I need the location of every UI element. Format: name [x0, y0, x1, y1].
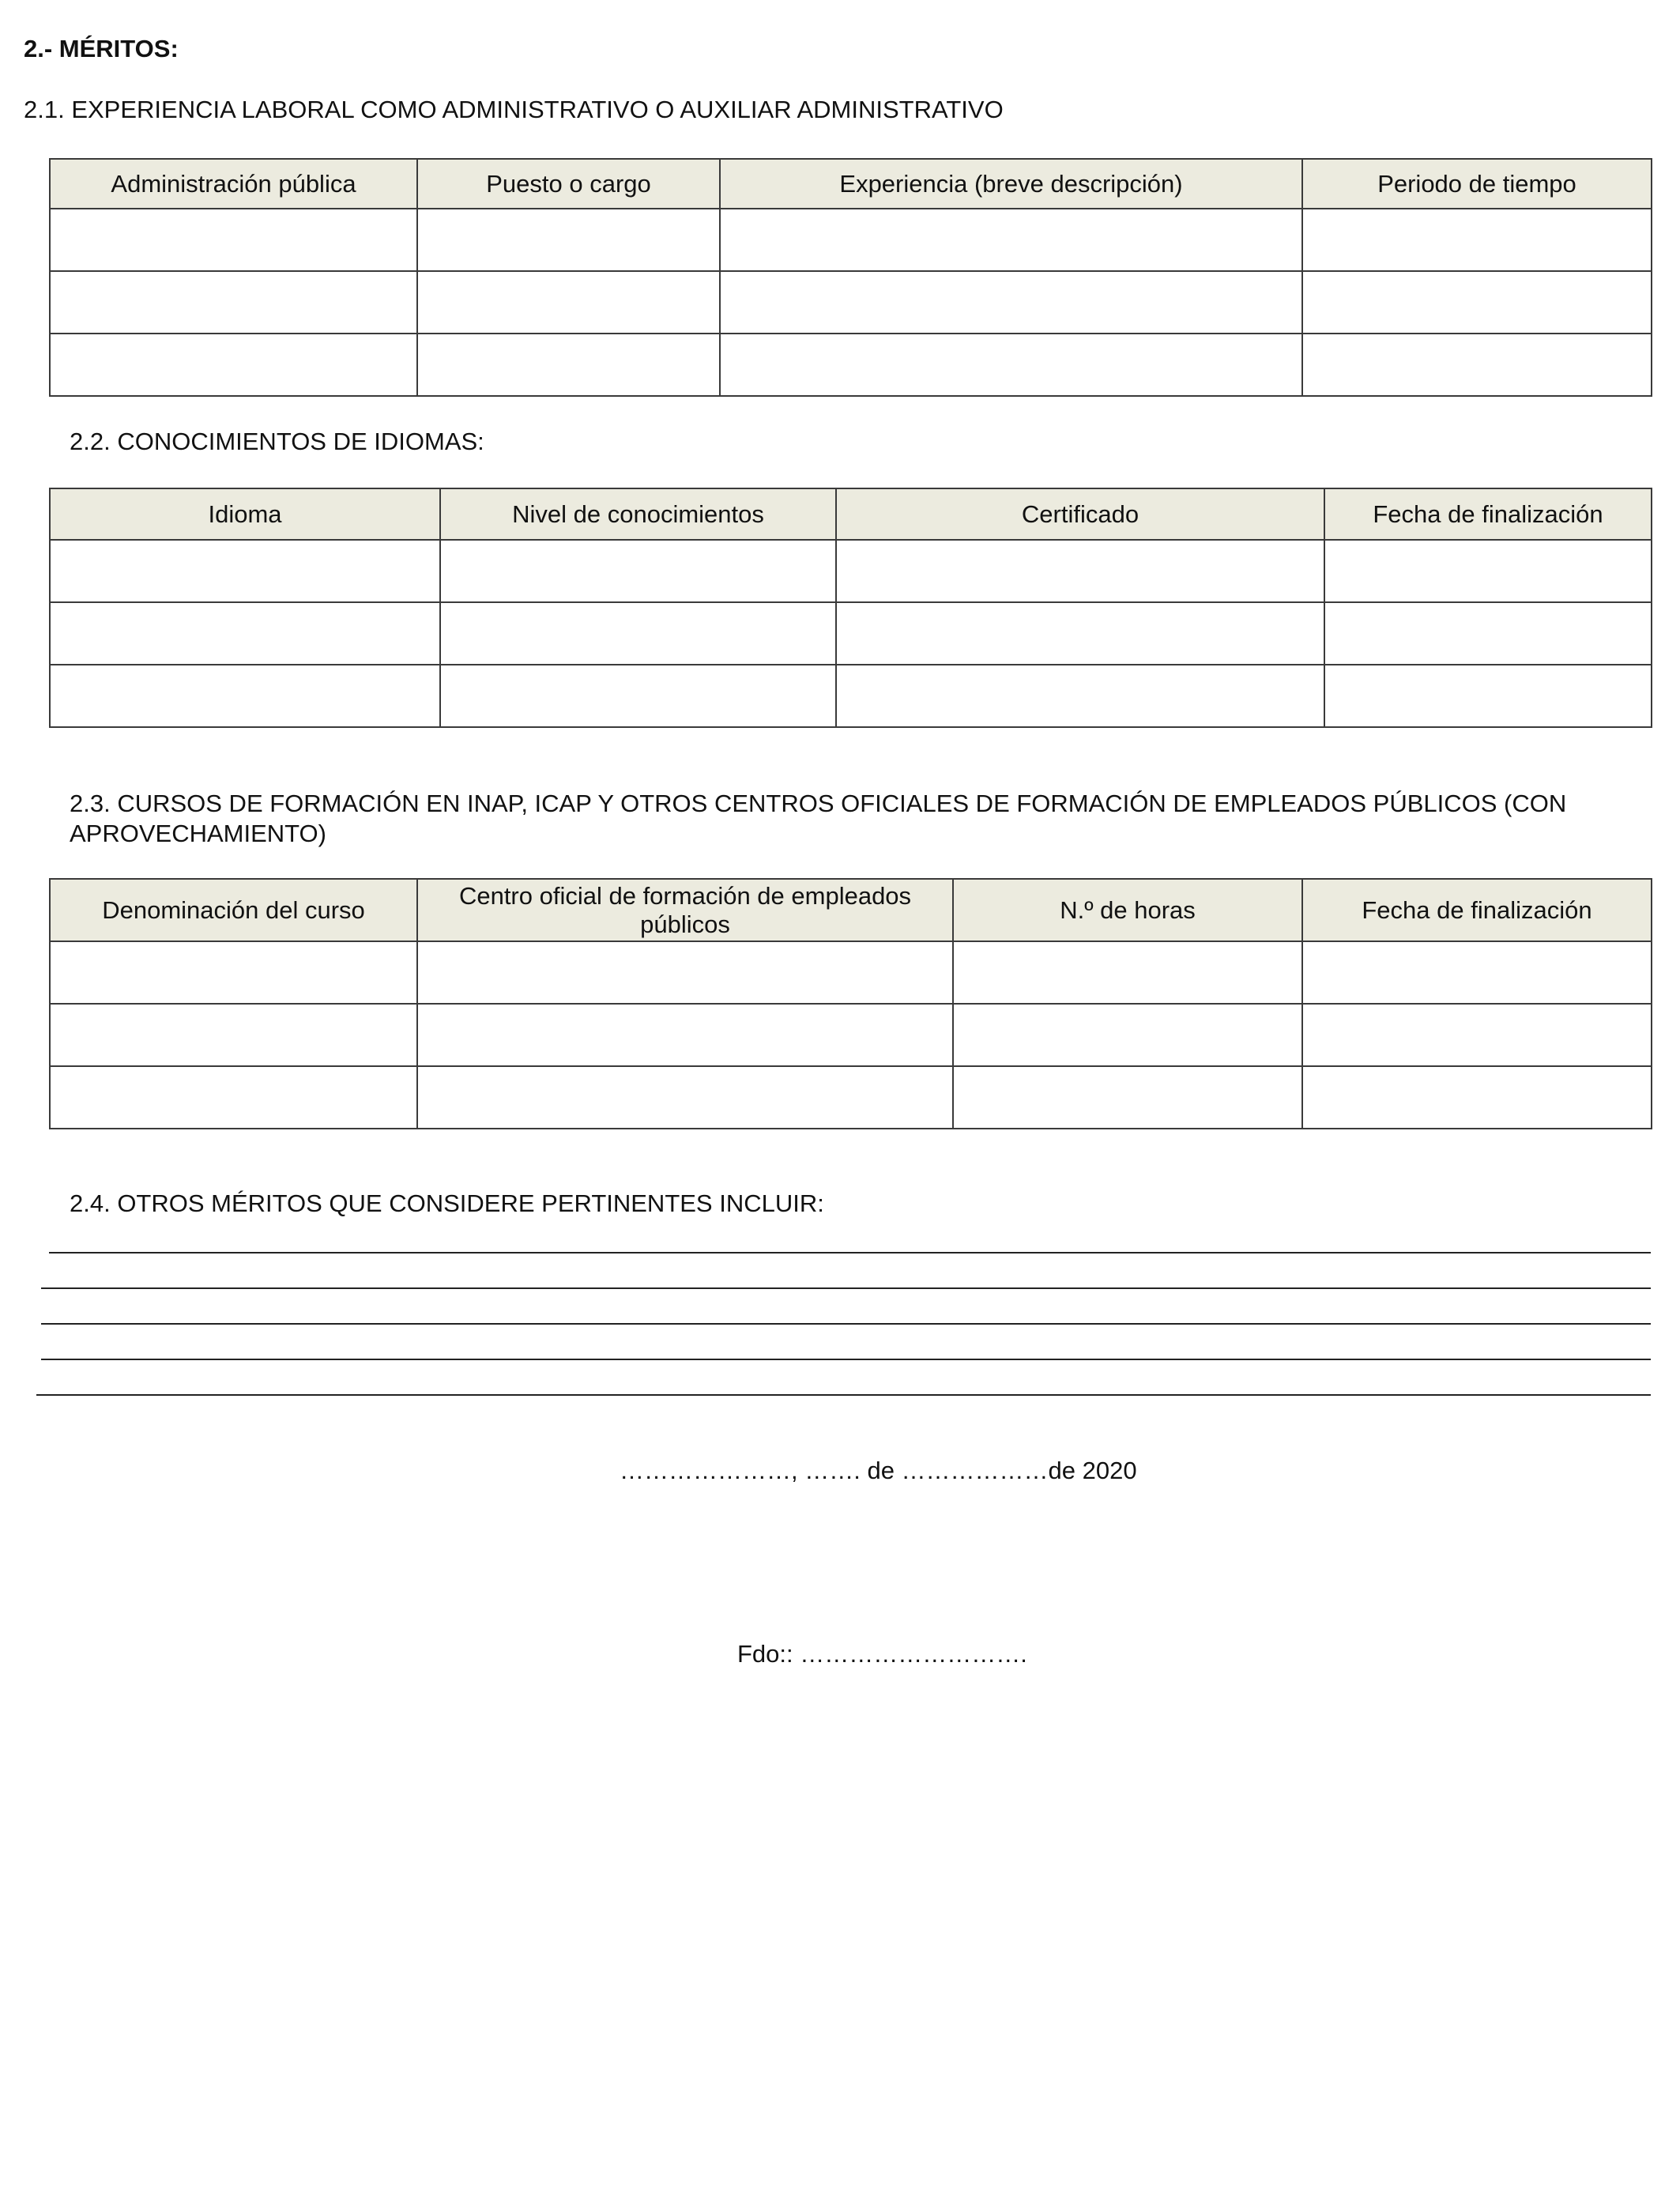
- table-cell[interactable]: [440, 665, 836, 727]
- languages-table-header: [50, 488, 1652, 540]
- column-header-experiencia: Experiencia (breve descripción): [720, 159, 1302, 209]
- table-cell[interactable]: [1324, 665, 1652, 727]
- table-cell[interactable]: [50, 209, 417, 271]
- section-courses-title: 2.3. CURSOS DE FORMACIÓN EN INAP, ICAP Y OTROS CENTROS OFICIALES DE FORMACIÓN DE EMPLEADOS PÚBLICOS (CON APROVECHAMIENTO): [70, 790, 1567, 847]
- writing-line[interactable]: [49, 1252, 1651, 1253]
- table-cell[interactable]: [836, 665, 1324, 727]
- table-cell[interactable]: [953, 1066, 1302, 1129]
- table-cell[interactable]: [417, 209, 720, 271]
- writing-line[interactable]: [41, 1287, 1651, 1289]
- column-header-fecha: Fecha de finalización: [1324, 488, 1652, 540]
- table-cell[interactable]: [1302, 209, 1652, 271]
- writing-line[interactable]: [41, 1359, 1651, 1360]
- column-header-administracion: Administración pública: [50, 159, 417, 209]
- table-row: [50, 271, 1652, 334]
- section-languages-title: 2.2. CONOCIMIENTOS DE IDIOMAS:: [70, 428, 484, 455]
- table-cell[interactable]: [1324, 540, 1652, 602]
- table-row: [50, 1066, 1652, 1129]
- courses-table-header: [50, 879, 1652, 941]
- table-row: [50, 665, 1652, 727]
- column-header-denominacion: Denominación del curso: [50, 879, 417, 941]
- table-cell[interactable]: [50, 334, 417, 396]
- table-row: [50, 1004, 1652, 1066]
- column-header-periodo: Periodo de tiempo: [1302, 159, 1652, 209]
- table-cell[interactable]: [417, 271, 720, 334]
- experience-table: [49, 158, 1652, 397]
- table-cell[interactable]: [440, 602, 836, 665]
- table-cell[interactable]: [1302, 1004, 1652, 1066]
- table-cell[interactable]: [417, 334, 720, 396]
- table-row: [50, 334, 1652, 396]
- table-cell[interactable]: [50, 1004, 417, 1066]
- table-cell[interactable]: [720, 271, 1302, 334]
- column-header-fecha: Fecha de finalización: [1302, 879, 1652, 941]
- table-cell[interactable]: [720, 209, 1302, 271]
- table-cell[interactable]: [1302, 941, 1652, 1004]
- table-row: [50, 209, 1652, 271]
- date-line: …………………, ……. de ………………de 2020: [620, 1457, 1137, 1484]
- table-cell[interactable]: [417, 1066, 953, 1129]
- column-header-nivel: Nivel de conocimientos: [440, 488, 836, 540]
- table-cell[interactable]: [953, 941, 1302, 1004]
- section-experience-title: 2.1. EXPERIENCIA LABORAL COMO ADMINISTRATIVO O AUXILIAR ADMINISTRATIVO: [24, 96, 1004, 123]
- table-cell[interactable]: [1302, 1066, 1652, 1129]
- table-cell[interactable]: [417, 1004, 953, 1066]
- column-header-certificado: Certificado: [836, 488, 1324, 540]
- table-cell[interactable]: [50, 540, 440, 602]
- table-cell[interactable]: [1302, 334, 1652, 396]
- table-cell[interactable]: [50, 1066, 417, 1129]
- table-cell[interactable]: [50, 665, 440, 727]
- table-row: [50, 602, 1652, 665]
- writing-line[interactable]: [36, 1394, 1651, 1396]
- writing-line[interactable]: [41, 1323, 1651, 1325]
- table-cell[interactable]: [50, 941, 417, 1004]
- table-cell[interactable]: [720, 334, 1302, 396]
- column-header-horas: N.º de horas: [953, 879, 1302, 941]
- table-cell[interactable]: [1324, 602, 1652, 665]
- section-other-merits-title: 2.4. OTROS MÉRITOS QUE CONSIDERE PERTINENTES INCLUIR:: [70, 1189, 824, 1217]
- experience-table-header: [50, 159, 1652, 209]
- table-cell[interactable]: [836, 602, 1324, 665]
- table-cell[interactable]: [440, 540, 836, 602]
- column-header-puesto: Puesto o cargo: [417, 159, 720, 209]
- document-heading: 2.- MÉRITOS:: [24, 35, 179, 62]
- table-cell[interactable]: [836, 540, 1324, 602]
- column-header-centro: Centro oficial de formación de empleados públicos: [417, 879, 953, 941]
- table-row: [50, 540, 1652, 602]
- table-cell[interactable]: [953, 1004, 1302, 1066]
- table-row: [50, 941, 1652, 1004]
- column-header-idioma: Idioma: [50, 488, 440, 540]
- table-cell[interactable]: [50, 271, 417, 334]
- signature-line: Fdo:: ……………………….: [737, 1640, 1027, 1668]
- courses-table: [49, 878, 1652, 1129]
- table-cell[interactable]: [1302, 271, 1652, 334]
- table-cell[interactable]: [50, 602, 440, 665]
- table-cell[interactable]: [417, 941, 953, 1004]
- languages-table: [49, 488, 1652, 728]
